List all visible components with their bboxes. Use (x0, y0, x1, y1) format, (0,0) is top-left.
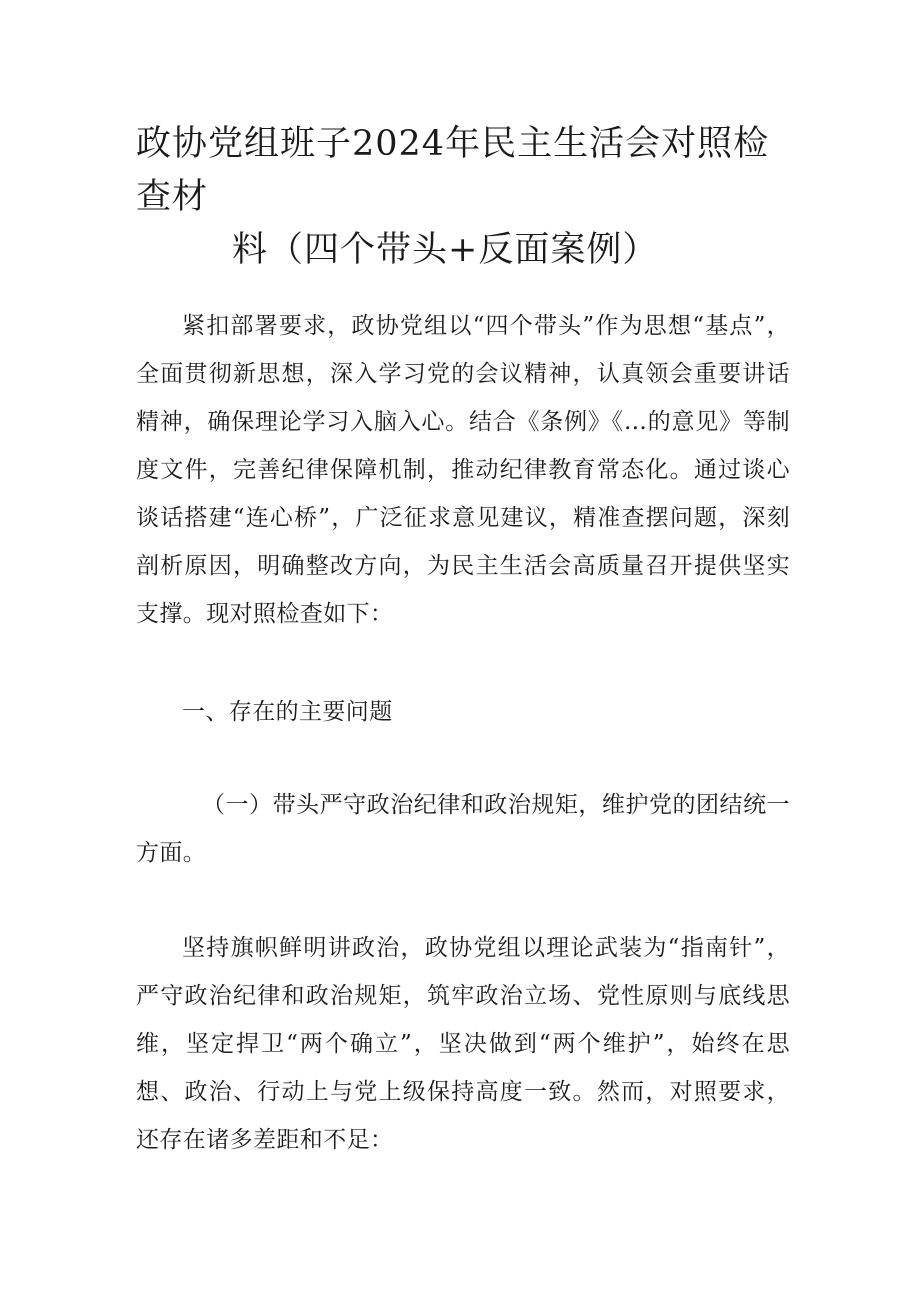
document-title-line-2: 料（四个带头+反面案例） (232, 230, 659, 270)
section-heading: 一、存在的主要问题 (182, 699, 393, 725)
body-paragraph: 坚持旗帜鲜明讲政治，政协党组以理论武装为“指南针”，严守政治纪律和政治规矩，筑牢政治立场、党性原则与底线思维，坚定捍卫“两个确立”，坚决做到“两个维护”，始终在思想、政治、行动上与党上级保持高度一致。然而，对照要求，还存在诸多差距和不足： (136, 935, 790, 1153)
document-title-line-1: 政协党组班子2024年民主生活会对照检查材 (136, 124, 770, 217)
document-title (136, 118, 796, 277)
subsection-heading: （一）带头严守政治纪律和政治规矩，维护党的团结统一方面。 (136, 792, 790, 866)
intro-paragraph: 紧扣部署要求，政协党组以“四个带头”作为思想“基点”，全面贯彻新思想，深入学习党的会议精神，认真领会重要讲话精神，确保理论学习入脑入心。结合《条例》《…的意见》等制度文件，完善纪律保障机制，推动纪律教育常态化。通过谈心谈话搭建“连心桥”，广泛征求意见建议，精准查摆问题，深刻剖析原因，明确整改方向，为民主生活会高质量召开提供坚实支撑。现对照检查如下： (136, 313, 790, 627)
